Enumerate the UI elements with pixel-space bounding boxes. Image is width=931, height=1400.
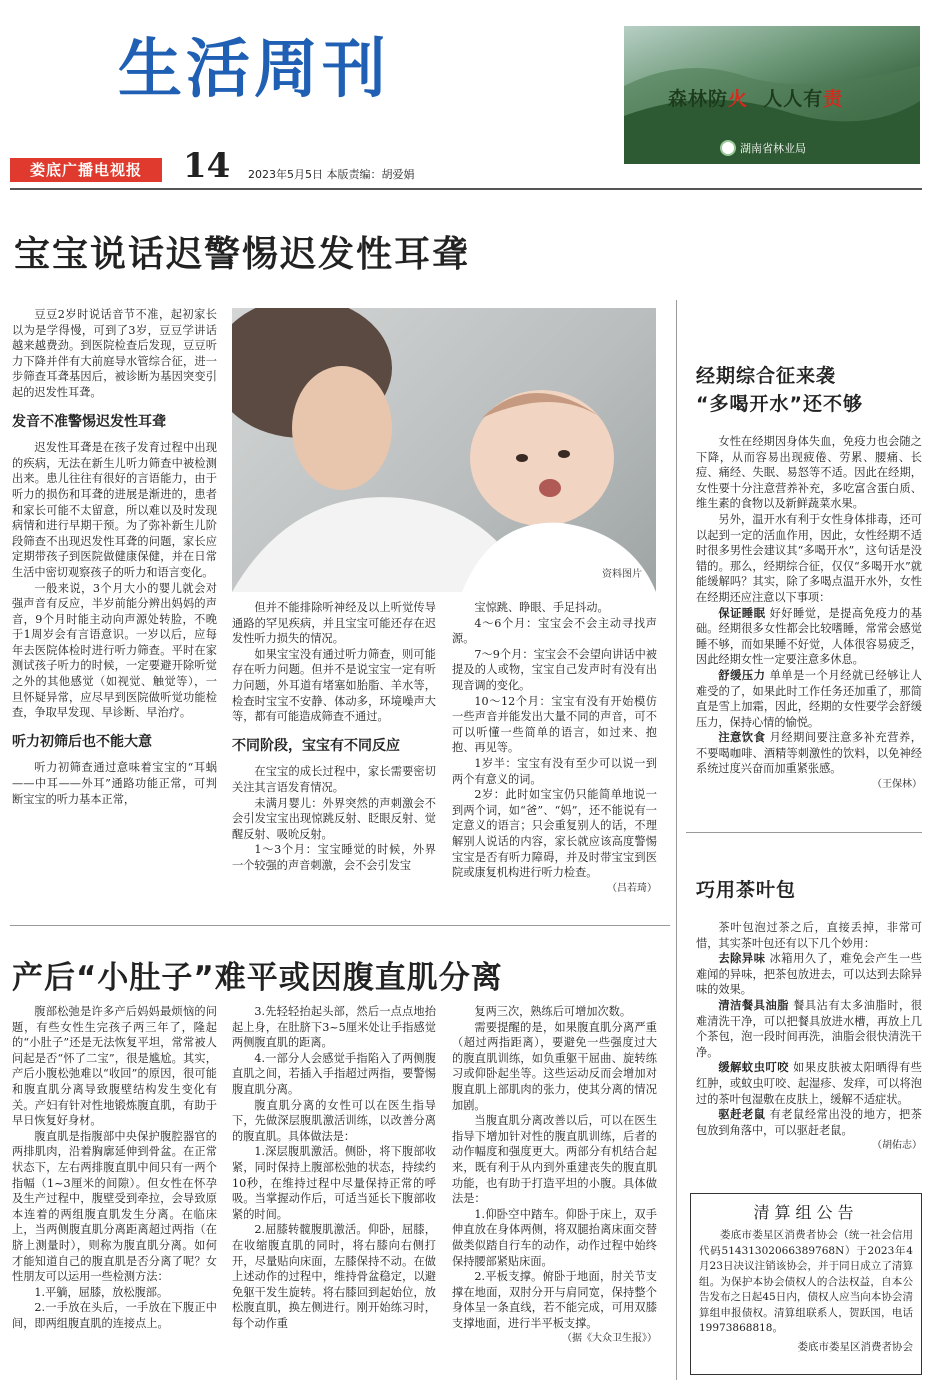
forest-fire-banner — [624, 26, 920, 164]
article1-title: 宝宝说话迟警惕迟发性耳聋 — [14, 234, 471, 275]
notice-signature: 娄底市娄星区消费者协会 — [797, 1340, 913, 1353]
notice-body: 娄底市娄星区消费者协会（统一社会信用代码51431302066389768N）于2023年4月23日决议注销该协会，并于同日成立了清算组。为保护本协会债权人的合法权益，自本公告发布之日起45日内，债权人应当向本协会清算组申报债权。清算组联系人，贺跃国，电话19973868818。 — [699, 1229, 913, 1334]
article2-signature: （据《大众卫生报》） — [562, 1333, 657, 1345]
section-divider — [10, 925, 670, 926]
side2-signature: （胡佑志） — [872, 1140, 922, 1152]
masthead-title: 生活周刊 — [118, 32, 390, 107]
article2-col2: 3.先轻轻抬起头部，然后一点点地抬起上身，在肚脐下3~5厘米处让手指感觉两侧腹直肌的距离。 4.一部分人会感觉手指陷入了两侧腹直肌之间，若插入手指超过两指，要警惕腹直肌分离。 腹直肌分离的女性可以在医生指导下，先做深层腹肌激活训练，以改善分离的腹直肌。具体做法是： 1.深层腹肌激活。侧卧，将下腹部收紧，同时保持上腹部松弛的状态，持续约10秒，在维持过程中尽量保持正常的呼吸。当掌握动作后，可适当延长下腹部收紧的时间。 2.屈膝转髋腹肌激活。仰卧，屈膝，在收缩腹直肌的同时，将右膝向右侧打开，尽量贴向床面，左膝保持不动。在做上述动作的过程中，维持骨盆稳定，以避免躯干发生旋转。将右膝回到起始位，放松腹直肌，换左侧进行。刚开始练习时，每个动作重 — [232, 1005, 436, 1330]
article1-col2: 但并不能排除听神经及以上听觉传导通路的罕见疾病，并且宝宝可能还存在迟发性听力损失的情况。 如果宝宝没有通过听力筛查，则可能存在听力问题。但并不是说宝宝一定有听力问题，外耳道有堵塞如胎脂、羊水等，检查时宝宝不安静、体动多，环境噪声大等，都有可能造成筛查不通过。 不同阶段，宝宝有不同反应 在宝宝的成长过程中，家长需要密切关注其言语发育情况。 未满月婴儿：外界突然的声刺激会不会引发宝宝出现惊跳反射、眨眼反射、觉醒反射、吸吮反射。 1～3个月：宝宝睡觉的时候，外界一个较强的声音刺激，会不会引发宝 — [232, 601, 436, 872]
header-rule — [10, 188, 922, 190]
article2-col3: 复两三次，熟练后可增加次数。 需要提醒的是，如果腹直肌分离严重（超过两指距离），要避免一些强度过大的腹直肌训练，如负重躯干屈曲、旋转练习或仰卧起坐等。这些运动反而会增加对腹直肌上部肌肉的张力，使其分离的情况加剧。 当腹直肌分离改善以后，可以在医生指导下增加针对性的腹直肌训练，后者的动作幅度和强度更大。两部分有机结合起来，既有利于从内到外重建丧失的腹直肌功能，也有助于打造平坦的小腹。具体做法是： 1.仰卧空中踏车。仰卧于床上，双手伸直放在身体两侧，将双腿抬离床面交替做类似踏自行车的动作，动作过程中始终保持腰部紧贴床面。 2.平板支撑。俯卧于地面，肘关节支撑在地面，双肘分开与肩同宽，保持整个身体呈一条直线，若不能完成，可用双膝支撑地面，进行半平板支撑。 （据《大众卫生报》） — [452, 1004, 657, 1394]
liquidation-notice — [690, 1193, 922, 1375]
side1-title: 经期综合征来袭 “多喝开水”还不够 — [696, 365, 863, 415]
mother-baby-photo — [232, 308, 656, 592]
photo-caption: 资料图片 — [602, 569, 642, 580]
article1-col1: 豆豆2岁时说话音节不准，起初家长以为是学得慢，可到了3岁，豆豆学讲话越来越费劲。到医院检查后发现，豆豆听力下降并伴有大前庭导水管综合征，进一步筛查耳聋基因后，被诊断为基因突变引起的迟发性耳聋。 发音不准警惕迟发性耳聋 迟发性耳聋是在孩子发育过程中出现的疾病，无法在新生儿听力筛查中被检测出来。患儿往往有很好的言语能力，由于听力的损伤和耳聋的进展是渐进的，患者和家长可能不太留意，所以难以及时发现病情和进行早期干预。为了弥补新生儿阶段筛查不出现迟发性耳聋的问题，家长应定期带孩子到医院做健康保健，并在日常生活中密切观察孩子的听力和语言变化。 一般来说，3个月大小的婴儿就会对强声音有反应，半岁前能分辨出妈妈的声音，9个月时能主动向声源处转脸，不晚于1周岁会有言语意识。一岁以后，应每年去医院体检时进行听力筛查。平时在家测试孩子听力的时候，一定要避开除听觉之外的其他感觉（如视觉、触觉等），一旦怀疑异常，应尽早到医院做听觉功能检查，争取早发现、早诊断、早治疗。 听力初筛后也不能大意 听力初筛查通过意味着宝宝的“耳蜗——中耳——外耳”通路功能正常，可判断宝宝的听力基本正常， — [12, 308, 217, 806]
page-number: 14 — [183, 146, 231, 186]
side1-body: 女性在经期因身体失血，免疫力也会随之下降，从而容易出现疲倦、劳累、腰痛、长痘、痛经、失眠、易怒等不适。因此在经期，女性要十分注意营养补充，多吃富含蛋白质、维生素的食物以及新鲜蔬菜水果。 另外，温开水有利于女性身体排毒，还可以起到一定的活血作用，因此，女性经期不适时很多男性会建议其“多喝开水”，这句话是没错的。那么，经期综合征，仅仅“多喝开水”就能缓解吗？其实，除了多喝点温开水外，女性在经期还应注意以下事项： 保证睡眠 好好睡觉，是提高免疫力的基础。经期很多女性都会比较嗜睡，常常会感觉睡不够，而如果睡不好觉，人体很容易疲乏，因此经期女性一定要注意多休息。 舒缓压力 单单是一个月经就已经够让人难受的了，如果此时工作任务还加重了，那简直是雪上加霜，因此，经期的女性要学会舒缓压力，保持心情的愉悦。 注意饮食 月经期间要注意多补充营养，不要喝咖啡、酒精等刺激性的饮料，以免神经系统过度兴奋而加重紧张感。 （王保林） — [696, 434, 922, 822]
side2-body: 茶叶包泡过茶之后，直接丢掉，非常可惜，其实茶叶包还有以下几个妙用： 去除异味 冰箱用久了，难免会产生一些难闻的异味，把茶包放进去，可以达到去除异味的效果。 清洁餐具油脂 餐具沾有太多油脂时，很难清洗干净，可以把餐具放进水槽，再放上几个茶包，泡一段时间再洗，油脂会很快清洗干净。 缓解蚊虫叮咬 如果皮肤被太阳晒得有些红肿，或蚊虫叮咬、起湿疹、发痒，可以将泡过的茶叶包湿敷在皮肤上，缓解不适症状。 驱赶老鼠 有老鼠经常出没的地方，把茶包放到角落中，可以驱赶老鼠。 （胡佑志） — [696, 920, 922, 1182]
article1-col3: 宝惊跳、睁眼、手足抖动。 4～6个月：宝宝会不会主动寻找声源。 7～9个月：宝宝会不会望向讲话中被提及的人或物，宝宝自己发声时有没有出现音调的变化。 10～12个月：宝宝有没有开始模仿一些声音并能发出大量不同的声音，可不可以听懂一些简单的语言，如过来、抱抱、再见等。 1岁半：宝宝有没有至少可以说一到两个有意义的词。 2岁：此时如宝宝仍只能简单地说一到两个词，如“爸”、“妈”，还不能说有一定意义的语言；只会重复别人的话，不理解别人说话的内容，家长就应该高度警惕宝宝是否有听力障碍，并及时带宝宝到医院或康复机构进行听力检查。 （吕若琦） — [452, 600, 657, 912]
mother-baby-illustration — [232, 308, 656, 592]
article2-title: 产后“小肚子”难平或因腹直肌分离 — [12, 960, 503, 996]
banner-org: 湖南省林业局 — [720, 140, 806, 156]
notice-title: 清算组公告 — [753, 1203, 859, 1222]
dateline: 2023年5月5日 本版责编：胡爱娟 — [248, 168, 415, 181]
article2-col1: 腹部松弛是许多产后妈妈最烦恼的问题，有些女性生完孩子两三年了，隆起的“小肚子”还是无法恢复平坦，常常被人问起是否“怀了二宝”，很是尴尬。其实，产后小腹松弛难以“收回”的原因，很可能和腹直肌分离导致腹壁结构发生变化有关。产妇有针对性地锻炼腹直肌，有助于早日恢复好身材。 腹直肌是指腹部中央保护腹腔器官的两排肌肉，沿着胸廓延伸到骨盆。在正常状态下，左右两排腹直肌中间只有一两个指幅（1~3厘米的间隙）。但女性在怀孕及生产过程中，腹壁受到牵拉，会导致原本连着的两组腹直肌发生分离。在临床上，当两侧腹直肌分离距离超过两指（在脐上测量时），则称为腹直肌分离。如何才能知道自己的腹直肌是否分离了呢？女性朋友可以运用一些检测方法： 1.平躺，屈膝，放松腹部。 2.一手放在头后，一手放在下腹正中间，即两组腹直肌的连接点上。 — [12, 1005, 217, 1330]
column-divider — [676, 300, 677, 1380]
paper-name: 娄底广播电视报 — [10, 158, 162, 182]
forestry-logo-icon — [720, 140, 736, 156]
side1-signature: （王保林） — [872, 779, 922, 791]
side2-title: 巧用茶叶包 — [696, 879, 797, 901]
banner-slogan: 森林防火 人人有责 — [668, 88, 844, 110]
side-divider — [686, 832, 922, 833]
article1-signature: （吕若琦） — [607, 882, 657, 894]
